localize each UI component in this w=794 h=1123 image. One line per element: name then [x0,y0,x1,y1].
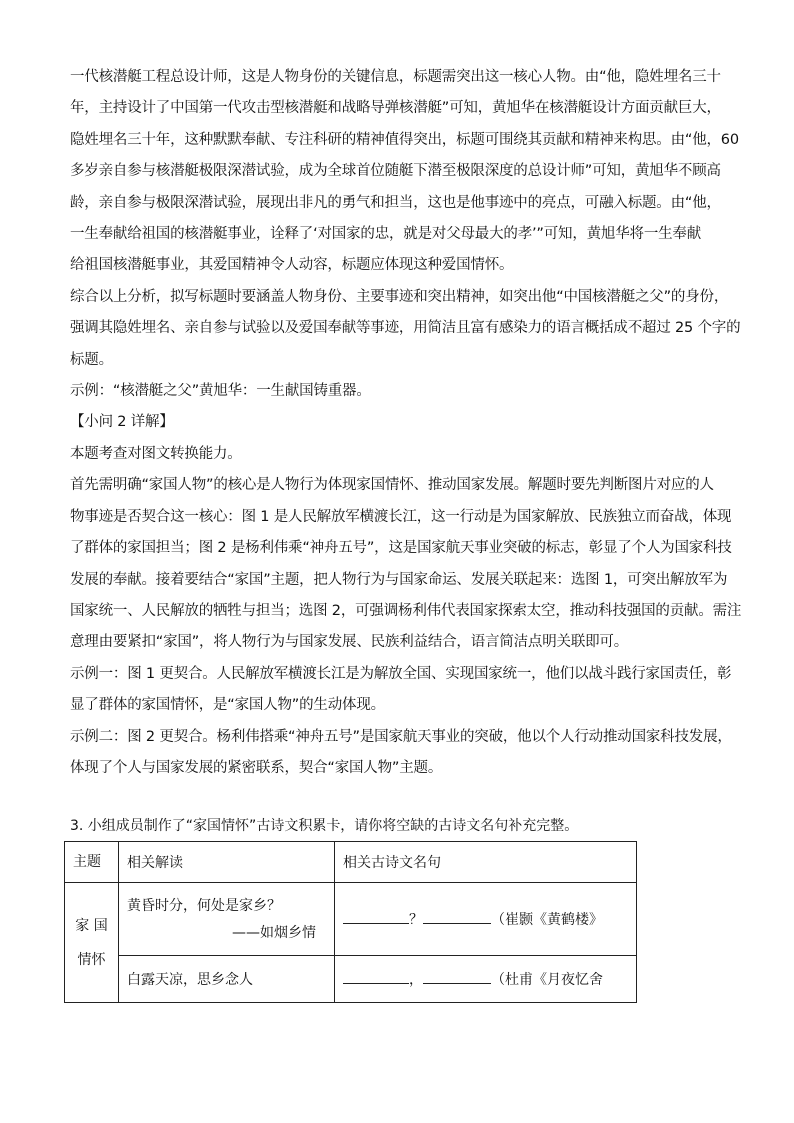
paragraph-line: 了群体的家国担当；图 2 是杨利伟乘“神舟五号”，这是国家航天事业突破的标志，彰显了个人为国家科技 [70,540,732,557]
blank-field[interactable] [343,969,409,984]
example-line: 示例：“核潜艇之父”黄旭华：一生献国铸重器。 [70,383,371,400]
interpretation-text: 白露天凉，思乡念人 [119,956,335,1003]
section-heading: 【小问 2 详解】 [70,414,174,431]
poetry-cell [335,883,637,956]
paragraph-line: 隐姓埋名三十年，这种默默奉献、专注科研的精神值得突出，标题可围绕其贡献和精神来构思。由“他，60 [70,131,739,148]
poetry-cell [335,956,637,1003]
paragraph-line: 物事迹是否契合这一核心：图 1 是人民解放军横渡长江，这一行动是为国家解放、民族独立而奋战，体现 [70,508,732,525]
answer-text [70,62,742,784]
separator: ？ [409,912,423,928]
paragraph-line: 龄，亲自参与极限深潜试验，展现出非凡的勇气和担当，这也是他事迹中的亮点，可融入标题。由“他， [70,194,721,211]
example-line: 示例一：图 1 更契合。人民解放军横渡长江是为解放全国、实现国家统一，他们以战斗践行家国责任，彰 [70,665,732,682]
paragraph-line: 本题考查对图文转换能力。 [70,445,242,462]
poem-source: （杜甫《月夜忆舍 [491,972,603,988]
paragraph-line: 国家统一、人民解放的牺牲与担当；选图 2，可强调杨利伟代表国家探索太空，推动科技强国的贡献。需注 [70,602,742,619]
example-line: 示例二：图 2 更契合。杨利伟搭乘“神舟五号”是国家航天事业的突破，他以个人行动推动国家科技发展， [70,728,732,745]
header-theme: 主题 [65,842,119,883]
blank-field[interactable] [343,909,409,924]
table-row [65,956,637,1003]
header-poetry: 相关古诗文名句 [335,842,637,883]
interpretation-text: 黄昏时分，何处是家乡？ [127,898,281,914]
paragraph-line: 强调其隐姓埋名、亲自参与试验以及爱国奉献等事迹，用简洁且富有感染力的语言概括成不超过 25 个字的 [70,320,741,337]
paragraph-line: 一生奉献给祖国的核潜艇事业，诠释了‘对国家的忠，就是对父母最大的孝’”可知，黄旭华将一生奉献 [70,226,702,243]
example-line: 体现了个人与国家发展的紧密联系，契合“家国人物”主题。 [70,759,443,776]
paragraph-line: 意理由要紧扣“家国”，将人物行为与国家发展、民族利益结合，语言简洁点明关联即可。 [70,634,629,651]
question-3: 3. 小组成员制作了“家国情怀”古诗文积累卡，请你将空缺的古诗文名句补充完整。 [70,818,579,834]
paragraph-line: 首先需明确“家国人物”的核心是人物行为体现家国情怀、推动国家发展。解题时要先判断图片对应的人 [70,477,714,494]
paragraph-line: 给祖国核潜艇事业，其爱国精神令人动容，标题应体现这种爱国情怀。 [70,257,514,274]
example-line: 显了群体的家国情怀，是“家国人物”的生动体现。 [70,697,385,714]
interpretation-credit: ——如烟乡情 [232,925,316,941]
paragraph-line: 多岁亲自参与核潜艇极限深潜试验，成为全球首位随艇下潜至极限深度的总设计师”可知，黄旭华不顾高 [70,163,721,180]
paragraph-line: 综合以上分析，拟写标题时要涵盖人物身份、主要事迹和突出精神，如突出他“中国核潜艇之父”的身份， [70,288,729,305]
header-interpretation: 相关解读 [119,842,335,883]
table-header-row [65,842,637,883]
blank-field[interactable] [423,909,491,924]
blank-field[interactable] [423,969,491,984]
table-row [65,883,637,956]
poem-source: （崔颢《黄鹤楼》 [491,912,603,928]
paragraph-line: 年，主持设计了中国第一代攻击型核潜艇和战略导弹核潜艇”可知，黄旭华在核潜艇设计方面贡献巨大， [70,100,721,117]
paragraph-line: 一代核潜艇工程总设计师，这是人物身份的关键信息，标题需突出这一核心人物。由“他，隐姓埋名三十 [70,69,721,85]
theme-cell: 家 国 情怀 [65,883,119,1003]
paragraph-line: 发展的奉献。接着要结合“家国”主题，把人物行为与国家命运、发展关联起来：选图 1，可突出解放军为 [70,571,728,588]
separator: ， [409,972,423,988]
paragraph-line: 标题。 [70,351,113,368]
poetry-card-table [64,841,637,1003]
interpretation-cell [119,883,335,956]
